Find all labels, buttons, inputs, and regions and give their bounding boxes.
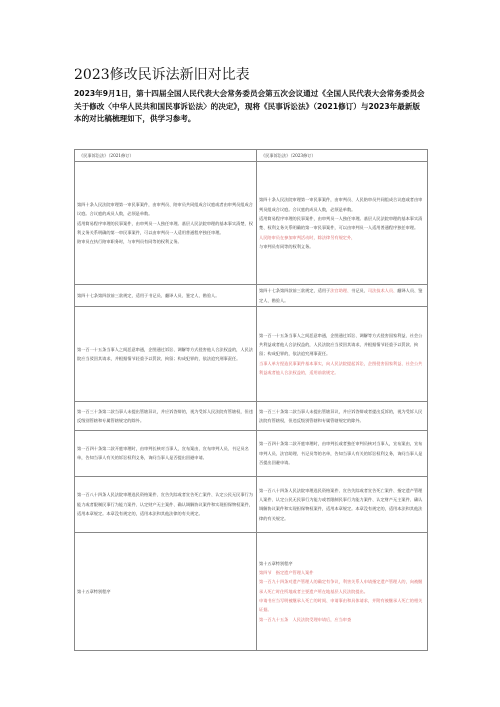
old-cell bbox=[75, 476, 257, 532]
old-paragraph: 第四十条人民法院审理第一审民事案件，由审判员、陪审员共同组成合议庭或者由审判员组成合议庭。合议庭的成员人数，必须是单数。 bbox=[77, 202, 253, 217]
table-body bbox=[75, 162, 428, 651]
old-cell bbox=[75, 430, 257, 476]
document-intro: 2023年9月1日，第十四届全国人民代表大会常务委员会第五次会议通过《全国人民代表大会常务委员会关于修改〈中华人民共和国民事诉讼法〉的决定》，现将《民事诉讼法》（2021修订）与2023年最新版本的对比稿梳理如下，供学习参考。 bbox=[74, 89, 425, 123]
amended-text: 申请书应当写明被继承人死亡的时间、申请事由和具体请求，并附有被继承人死亡的相关证据。 bbox=[259, 598, 423, 613]
new-cell bbox=[257, 162, 428, 285]
new-text: 翻译人员、鉴定人、勘验人。 bbox=[259, 288, 423, 303]
old-cell bbox=[75, 532, 257, 650]
header-new-version: 《民事诉讼法》（2023修订） bbox=[257, 150, 428, 162]
old-paragraph: 第十五章特别程序 bbox=[77, 588, 111, 594]
amended-text: 第四节 指定遗产管理人案件 bbox=[259, 570, 314, 576]
old-paragraph: 第四十七条第四款前三款规定，适用于书记员、翻译人员、鉴定人、勘验人。 bbox=[77, 292, 220, 298]
table-row bbox=[75, 532, 428, 650]
table-row bbox=[75, 430, 428, 476]
new-text: 第四十七条第四款前三款规定，适用于 bbox=[259, 288, 331, 294]
old-paragraph: 陪审员在执行陪审职务时，与审判员有同等的权利义务。 bbox=[77, 239, 182, 245]
table-row bbox=[75, 285, 428, 307]
new-cell bbox=[257, 532, 428, 650]
new-cell bbox=[257, 430, 428, 476]
new-cell bbox=[257, 476, 428, 532]
header-old-version: 《民事诉讼法》（2021修订） bbox=[75, 150, 257, 162]
new-text: 第一百一十五条当事人之间恶意串通，企图通过诉讼、调解等方式侵害国家利益、社会公共利益或者他人合法权益的，人民法院应当驳回其请求，并根据情节轻重予以罚款、拘留；构成犯罪的，依法追究刑事责任。 bbox=[259, 332, 423, 357]
old-cell bbox=[75, 401, 257, 430]
old-paragraph: 适用简易程序审理的民事案件，由审判员一人独任审理。基层人民法院审理的基本事实清楚、权利义务关系明确的第一审民事案件，可以由审判员一人适用普通程序独任审理。 bbox=[77, 220, 253, 235]
new-cell bbox=[257, 285, 428, 307]
old-paragraph: 第一百一十五条当事人之间恶意串通，企图通过诉讼、调解等方式侵害他人合法权益的，人民法院应当驳回其请求，并根据情节轻重予以罚款、拘留；构成犯罪的，依法追究刑事责任。 bbox=[77, 346, 253, 361]
amended-text: 法官助理、 bbox=[330, 288, 352, 294]
new-text: 第四十条人民法院审理第一审民事案件，由审判员、人民陪审员共同组成合议庭或者由审判员组成合议庭。合议庭的成员人数，必须是单数。 bbox=[259, 197, 423, 212]
amended-text: 司法技术人员、 bbox=[367, 288, 398, 294]
new-text: 第十五章特别程序 bbox=[259, 560, 293, 566]
new-text: 与审判员有同等的权利义务。 bbox=[259, 243, 314, 249]
document-title: 2023修改民诉法新旧对比表 bbox=[74, 67, 250, 83]
table-row bbox=[75, 162, 428, 285]
new-cell bbox=[257, 306, 428, 401]
old-cell bbox=[75, 162, 257, 285]
old-cell bbox=[75, 306, 257, 401]
new-text: 第一百三十条第二款当事人未提出管辖异议，并应诉答辩或者提出反诉的，视为受诉人民法院有管辖权，但违反级别管辖和专属管辖规定的除外。 bbox=[259, 408, 423, 423]
new-text: 适用简易程序审理的民事案件，由审判员一人独任审理。基层人民法院审理的基本事实清楚、权利义务关系明确的第一审民事案件，可以由审判员一人适用普通程序独任审理。 bbox=[259, 216, 423, 231]
new-cell bbox=[257, 401, 428, 430]
old-paragraph: 第一百三十条第二款当事人未提出管辖异议，并应诉答辩的，视为受诉人民法院有管辖权，但违反级别管辖和专属管辖规定的除外。 bbox=[77, 408, 253, 423]
amended-text: 第一百九十五条 人民法院受理申请后，应当审查 bbox=[259, 616, 352, 622]
new-text: 第一百八十四条人民法院审理选民资格案件、宣告失踪或者宣告死亡案件、指定遗产管理人案件、认定公民无民事行为能力或者限制民事行为能力案件、认定财产无主案件、确认调解协议案件和实现担保物权案件，适用本章规定。本章没有规定的，适用本法和其他法律的有关规定。 bbox=[259, 487, 423, 521]
table-row bbox=[75, 306, 428, 401]
old-cell bbox=[75, 285, 257, 307]
old-paragraph: 第一百八十四条人民法院审理选民资格案件、宣告失踪或者宣告死亡案件、认定公民无民事行为能力或者限制民事行为能力案件、认定财产无主案件、确认调解协议案件和实现担保物权案件，适用本章规定。本章没有规定的，适用本法和其他法律的有关规定。 bbox=[77, 492, 253, 517]
old-paragraph: 第一百四十条第二款开庭审理时，由审判长核对当事人，宣布案由，宣布审判人员、书记员名单，告知当事人有关的诉讼权利义务，询问当事人是否提出回避申请。 bbox=[77, 446, 249, 461]
amended-text: 当事人单方捏造民事案件基本事实，向人民法院提起诉讼，企图侵害国家利益、社会公共利益或者他人合法权益的，适用前款规定。 bbox=[259, 360, 423, 375]
table-row bbox=[75, 476, 428, 532]
table-row bbox=[75, 401, 428, 430]
table-header-row bbox=[75, 150, 428, 162]
comparison-table bbox=[74, 149, 428, 651]
new-text: 书记员、 bbox=[351, 288, 368, 294]
new-text: 第一百四十条第二款开庭审理时，由审判长或者独任审判员核对当事人，宣布案由，宣布审判人员、法官助理、书记员等的名单，告知当事人有关的诉讼权利义务，询问当事人是否提出回避申请。 bbox=[259, 441, 423, 466]
amended-text: 第一百九十四条对遗产管理人的确定有争议，利害关系人申请指定遗产管理人的，向被继承人死亡时住所地或者主要遗产所在地基层人民法院提出。 bbox=[259, 579, 423, 594]
amended-text: 人民陪审员在参加审判活动时，除法律另有规定外， bbox=[259, 234, 356, 240]
